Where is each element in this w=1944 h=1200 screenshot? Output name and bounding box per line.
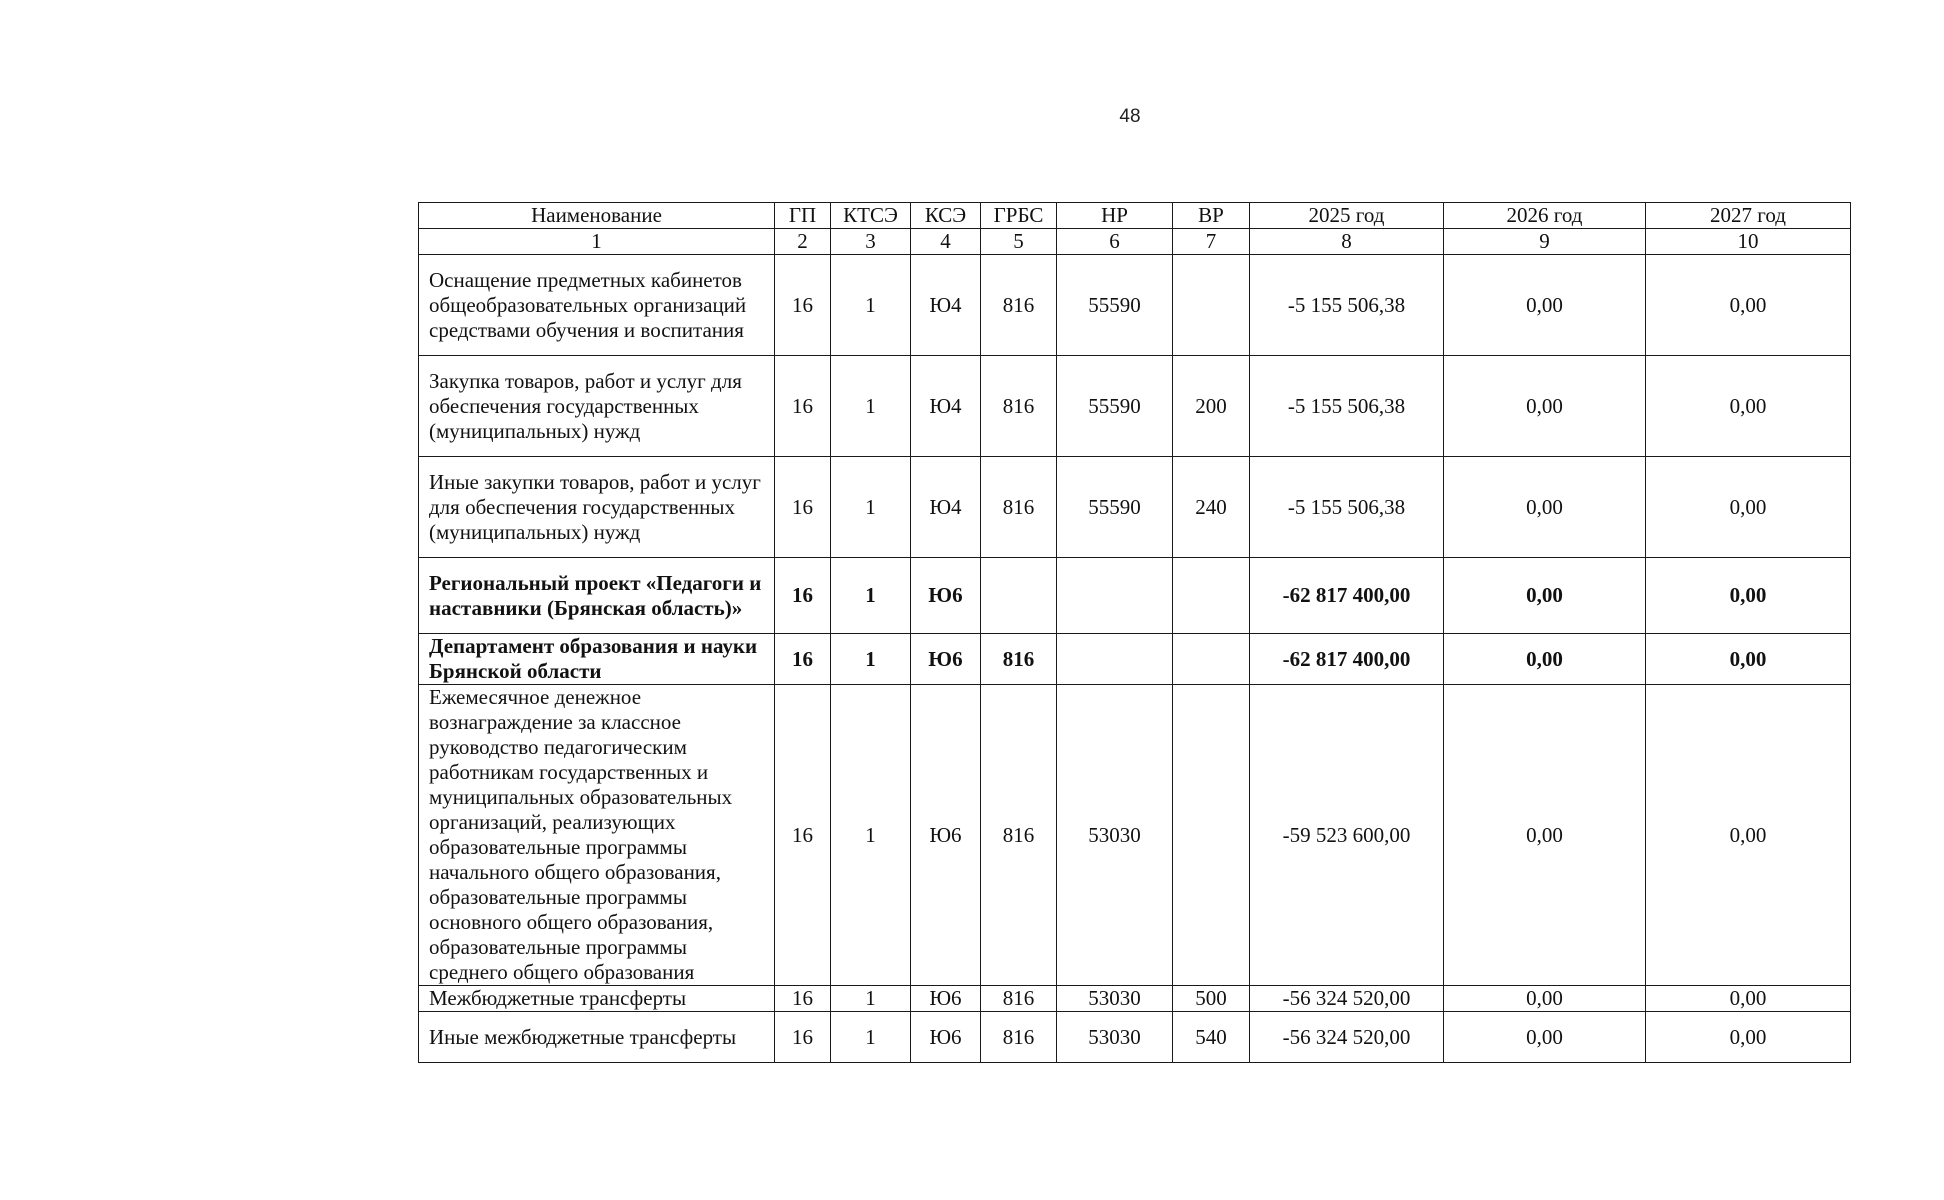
vr-cell <box>1173 634 1250 685</box>
ktse-cell: 1 <box>831 255 911 356</box>
header-cell: ГП <box>775 203 831 229</box>
gp-cell: 16 <box>775 255 831 356</box>
kse-cell: Ю4 <box>911 457 981 558</box>
nr-cell: 55590 <box>1057 255 1173 356</box>
kse-cell: Ю4 <box>911 255 981 356</box>
table-row <box>419 1012 1851 1063</box>
vr-cell: 200 <box>1173 356 1250 457</box>
year-2025-cell: -5 155 506,38 <box>1250 457 1444 558</box>
page-number: 48 <box>1119 106 1141 127</box>
grbs-cell: 816 <box>981 356 1057 457</box>
year-2026-cell: 0,00 <box>1444 685 1646 986</box>
nr-cell: 53030 <box>1057 986 1173 1012</box>
budget-table <box>418 202 1851 1063</box>
year-2027-cell: 0,00 <box>1646 255 1851 356</box>
year-2026-cell: 0,00 <box>1444 558 1646 634</box>
year-2026-cell: 0,00 <box>1444 986 1646 1012</box>
vr-cell <box>1173 255 1250 356</box>
row-name-cell: Ежемесячное денежное вознаграждение за классное руководство педагогическим работникам государственных и муниципальных образовательных организаций, реализующих образовательные программы начального общего образования, образовательные программы основного общего образования, образовательные программы среднего общего образования <box>419 685 775 986</box>
column-number-cell: 9 <box>1444 229 1646 255</box>
column-number-cell: 10 <box>1646 229 1851 255</box>
vr-cell: 540 <box>1173 1012 1250 1063</box>
column-number-cell: 8 <box>1250 229 1444 255</box>
column-number-cell: 7 <box>1173 229 1250 255</box>
year-2026-cell: 0,00 <box>1444 634 1646 685</box>
year-2027-cell: 0,00 <box>1646 356 1851 457</box>
grbs-cell: 816 <box>981 255 1057 356</box>
table-row <box>419 986 1851 1012</box>
kse-cell: Ю6 <box>911 685 981 986</box>
header-cell: ВР <box>1173 203 1250 229</box>
ktse-cell: 1 <box>831 1012 911 1063</box>
year-2026-cell: 0,00 <box>1444 457 1646 558</box>
row-name-cell: Оснащение предметных кабинетов общеобразовательных организаций средствами обучения и воспитания <box>419 255 775 356</box>
year-2025-cell: -62 817 400,00 <box>1250 634 1444 685</box>
column-number-cell: 6 <box>1057 229 1173 255</box>
grbs-cell: 816 <box>981 1012 1057 1063</box>
column-number-cell: 3 <box>831 229 911 255</box>
table-row <box>419 255 1851 356</box>
ktse-cell: 1 <box>831 685 911 986</box>
gp-cell: 16 <box>775 634 831 685</box>
column-number-cell: 5 <box>981 229 1057 255</box>
gp-cell: 16 <box>775 558 831 634</box>
year-2027-cell: 0,00 <box>1646 558 1851 634</box>
header-cell: 2027 год <box>1646 203 1851 229</box>
gp-cell: 16 <box>775 1012 831 1063</box>
gp-cell: 16 <box>775 457 831 558</box>
kse-cell: Ю6 <box>911 558 981 634</box>
gp-cell: 16 <box>775 685 831 986</box>
year-2025-cell: -59 523 600,00 <box>1250 685 1444 986</box>
header-row <box>419 203 1851 229</box>
table-row <box>419 356 1851 457</box>
table-row <box>419 558 1851 634</box>
year-2025-cell: -56 324 520,00 <box>1250 986 1444 1012</box>
row-name-cell: Департамент образования и науки Брянской области <box>419 634 775 685</box>
grbs-cell: 816 <box>981 685 1057 986</box>
nr-cell: 53030 <box>1057 685 1173 986</box>
row-name-cell: Иные закупки товаров, работ и услуг для обеспечения государственных (муниципальных) нужд <box>419 457 775 558</box>
nr-cell: 55590 <box>1057 457 1173 558</box>
year-2025-cell: -5 155 506,38 <box>1250 356 1444 457</box>
vr-cell <box>1173 558 1250 634</box>
row-name-cell: Закупка товаров, работ и услуг для обеспечения государственных (муниципальных) нужд <box>419 356 775 457</box>
year-2027-cell: 0,00 <box>1646 634 1851 685</box>
nr-cell: 55590 <box>1057 356 1173 457</box>
column-number-row <box>419 229 1851 255</box>
grbs-cell <box>981 558 1057 634</box>
year-2027-cell: 0,00 <box>1646 457 1851 558</box>
ktse-cell: 1 <box>831 457 911 558</box>
year-2027-cell: 0,00 <box>1646 1012 1851 1063</box>
table-row <box>419 457 1851 558</box>
table-row <box>419 685 1851 986</box>
column-number-cell: 1 <box>419 229 775 255</box>
ktse-cell: 1 <box>831 634 911 685</box>
grbs-cell: 816 <box>981 986 1057 1012</box>
year-2025-cell: -62 817 400,00 <box>1250 558 1444 634</box>
nr-cell <box>1057 558 1173 634</box>
header-cell: НР <box>1057 203 1173 229</box>
year-2026-cell: 0,00 <box>1444 1012 1646 1063</box>
header-cell: ГРБС <box>981 203 1057 229</box>
vr-cell <box>1173 685 1250 986</box>
gp-cell: 16 <box>775 986 831 1012</box>
ktse-cell: 1 <box>831 356 911 457</box>
column-number-cell: 2 <box>775 229 831 255</box>
ktse-cell: 1 <box>831 558 911 634</box>
kse-cell: Ю4 <box>911 356 981 457</box>
gp-cell: 16 <box>775 356 831 457</box>
header-cell: КТСЭ <box>831 203 911 229</box>
kse-cell: Ю6 <box>911 986 981 1012</box>
year-2026-cell: 0,00 <box>1444 356 1646 457</box>
nr-cell: 53030 <box>1057 1012 1173 1063</box>
column-number-cell: 4 <box>911 229 981 255</box>
kse-cell: Ю6 <box>911 634 981 685</box>
ktse-cell: 1 <box>831 986 911 1012</box>
header-cell: 2026 год <box>1444 203 1646 229</box>
grbs-cell: 816 <box>981 457 1057 558</box>
year-2025-cell: -5 155 506,38 <box>1250 255 1444 356</box>
row-name-cell: Межбюджетные трансферты <box>419 986 775 1012</box>
kse-cell: Ю6 <box>911 1012 981 1063</box>
year-2027-cell: 0,00 <box>1646 986 1851 1012</box>
year-2025-cell: -56 324 520,00 <box>1250 1012 1444 1063</box>
row-name-cell: Иные межбюджетные трансферты <box>419 1012 775 1063</box>
row-name-cell: Региональный проект «Педагоги и наставники (Брянская область)» <box>419 558 775 634</box>
vr-cell: 500 <box>1173 986 1250 1012</box>
grbs-cell: 816 <box>981 634 1057 685</box>
year-2027-cell: 0,00 <box>1646 685 1851 986</box>
vr-cell: 240 <box>1173 457 1250 558</box>
table-row <box>419 634 1851 685</box>
header-cell: КСЭ <box>911 203 981 229</box>
header-cell: Наименование <box>419 203 775 229</box>
header-cell: 2025 год <box>1250 203 1444 229</box>
year-2026-cell: 0,00 <box>1444 255 1646 356</box>
nr-cell <box>1057 634 1173 685</box>
